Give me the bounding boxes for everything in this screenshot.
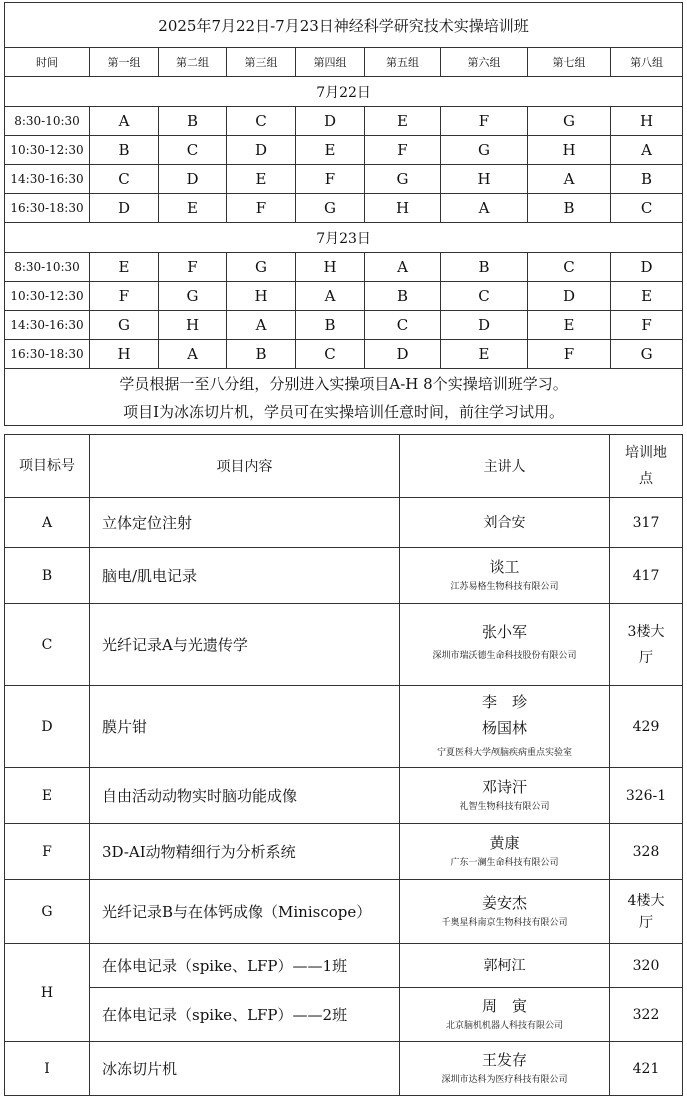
speaker-name: 王发存	[481, 1050, 527, 1069]
group-header: 第一组	[90, 48, 159, 77]
project-id: E	[5, 768, 90, 824]
group-project-cell: C	[159, 136, 227, 165]
group-project-cell: E	[227, 165, 296, 194]
time-slot: 8:30-10:30	[5, 107, 90, 136]
group-project-cell: G	[159, 282, 227, 311]
speaker-name: 张小军	[481, 622, 527, 641]
project-content: 自由活动动物实时脑功能成像	[90, 768, 400, 824]
group-project-cell: G	[611, 340, 683, 369]
table-row	[5, 282, 683, 311]
table-row	[5, 107, 683, 136]
table-row	[5, 824, 683, 880]
project-id: H	[5, 944, 90, 1042]
time-slot: 10:30-12:30	[5, 136, 90, 165]
project-speaker-cell	[400, 988, 610, 1042]
speaker-name: 邓诗汗	[481, 777, 527, 796]
table-row	[5, 988, 683, 1042]
group-project-cell: B	[90, 136, 159, 165]
group-project-cell: C	[365, 311, 441, 340]
table-row	[5, 880, 683, 944]
project-id: A	[5, 498, 90, 548]
group-project-cell: E	[365, 107, 441, 136]
table-row	[5, 165, 683, 194]
project-content: 在体电记录（spike、LFP）——1班	[90, 944, 400, 988]
speaker-name: 黄康	[489, 833, 520, 852]
project-speaker-cell	[400, 768, 610, 824]
group-project-cell: A	[441, 194, 528, 223]
group-project-cell: C	[441, 282, 528, 311]
group-project-cell: G	[365, 165, 441, 194]
group-project-cell: A	[159, 340, 227, 369]
note-line-2: 项目I为冰冻切片机，学员可在实操培训任意时间，前往学习试用。	[5, 397, 683, 426]
project-id: D	[5, 686, 90, 768]
table-row	[5, 136, 683, 165]
group-project-cell: E	[90, 253, 159, 282]
table-row	[5, 604, 683, 686]
group-header: 第五组	[365, 48, 441, 77]
speaker-name: 姜安杰	[481, 893, 527, 912]
project-content: 3D-AI动物精细行为分析系统	[90, 824, 400, 880]
table-row	[5, 548, 683, 604]
project-content: 光纤记录A与光遗传学	[90, 604, 400, 686]
speaker-header: 主讲人	[400, 435, 610, 498]
group-project-cell: F	[365, 136, 441, 165]
group-project-cell: D	[611, 253, 683, 282]
group-project-cell: D	[528, 282, 611, 311]
project-id: I	[5, 1042, 90, 1096]
group-project-cell: B	[365, 282, 441, 311]
project-location: 4楼大厅	[610, 880, 683, 944]
group-project-cell: F	[90, 282, 159, 311]
group-project-cell: A	[296, 282, 365, 311]
group-project-cell: G	[227, 253, 296, 282]
projects-table	[4, 434, 683, 1096]
group-project-cell: B	[528, 194, 611, 223]
project-speaker-cell	[400, 686, 610, 768]
project-location: 3楼大厅	[610, 604, 683, 686]
project-speaker-cell	[400, 548, 610, 604]
time-header: 时间	[5, 48, 90, 77]
table-row	[5, 340, 683, 369]
group-project-cell: E	[528, 311, 611, 340]
table-row	[5, 194, 683, 223]
project-speaker-cell	[400, 604, 610, 686]
group-project-cell: G	[528, 107, 611, 136]
group-project-cell: B	[441, 253, 528, 282]
project-content: 冰冻切片机	[90, 1042, 400, 1096]
group-project-cell: F	[441, 107, 528, 136]
project-speaker-cell	[400, 824, 610, 880]
group-project-cell: H	[441, 165, 528, 194]
project-id: G	[5, 880, 90, 944]
table-row	[5, 1042, 683, 1096]
table-row	[5, 253, 683, 282]
schedule-table	[4, 2, 683, 426]
group-project-cell: F	[159, 253, 227, 282]
group-project-cell: D	[159, 165, 227, 194]
schedule-title: 2025年7月22日-7月23日神经科学研究技术实操培训班	[5, 3, 683, 48]
group-project-cell: H	[611, 107, 683, 136]
time-slot: 16:30-18:30	[5, 340, 90, 369]
group-project-cell: C	[528, 253, 611, 282]
time-slot: 14:30-16:30	[5, 165, 90, 194]
day2-date: 7月23日	[5, 223, 683, 253]
group-project-cell: B	[296, 311, 365, 340]
note-line-1: 学员根据一至八分组，分别进入实操项目A-H 8个实操培训班学习。	[5, 369, 683, 398]
table-row	[5, 311, 683, 340]
group-project-cell: A	[611, 136, 683, 165]
group-project-cell: D	[296, 107, 365, 136]
speaker-company: 宁夏医科大学颅脑疾病重点实验室	[436, 747, 572, 758]
project-location: 322	[610, 988, 683, 1042]
group-project-cell: B	[159, 107, 227, 136]
project-id: F	[5, 824, 90, 880]
group-project-cell: F	[227, 194, 296, 223]
group-project-cell: A	[528, 165, 611, 194]
group-header: 第四组	[296, 48, 365, 77]
project-content: 光纤记录B与在体钙成像（Miniscope）	[90, 880, 400, 944]
speaker-name: 周 寅	[481, 996, 527, 1015]
project-location: 417	[610, 548, 683, 604]
group-project-cell: E	[159, 194, 227, 223]
project-location: 328	[610, 824, 683, 880]
group-project-cell: G	[296, 194, 365, 223]
project-content: 脑电/肌电记录	[90, 548, 400, 604]
group-project-cell: H	[227, 282, 296, 311]
group-project-cell: H	[90, 340, 159, 369]
group-project-cell: A	[90, 107, 159, 136]
table-row	[5, 944, 683, 988]
project-location: 429	[610, 686, 683, 768]
project-speaker-cell	[400, 1042, 610, 1096]
group-project-cell: C	[611, 194, 683, 223]
speaker-company: 礼智生物科技有限公司	[459, 801, 550, 812]
group-project-cell: C	[90, 165, 159, 194]
group-project-cell: D	[441, 311, 528, 340]
group-project-cell: G	[90, 311, 159, 340]
group-project-cell: F	[296, 165, 365, 194]
project-content: 膜片钳	[90, 686, 400, 768]
group-project-cell: E	[296, 136, 365, 165]
time-slot: 16:30-18:30	[5, 194, 90, 223]
project-id: B	[5, 548, 90, 604]
group-project-cell: F	[611, 311, 683, 340]
group-project-cell: H	[528, 136, 611, 165]
project-location: 326-1	[610, 768, 683, 824]
speaker-company: 北京脑机机器人科技有限公司	[445, 1020, 563, 1031]
schedule-header-row	[5, 48, 683, 77]
projects-header-row	[5, 435, 683, 498]
table-row	[5, 686, 683, 768]
speaker-company: 深圳市瑞沃德生命科技股份有限公司	[432, 650, 577, 661]
group-project-cell: D	[365, 340, 441, 369]
time-slot: 10:30-12:30	[5, 282, 90, 311]
project-speaker: 郭柯江	[400, 944, 610, 988]
table-row	[5, 768, 683, 824]
group-project-cell: H	[365, 194, 441, 223]
group-project-cell: C	[296, 340, 365, 369]
speaker-company: 深圳市达科为医疗科技有限公司	[441, 1074, 568, 1085]
project-content: 立体定位注射	[90, 498, 400, 548]
speaker-name: 谈工	[489, 557, 520, 576]
group-header: 第二组	[159, 48, 227, 77]
location-header: 培训地点	[610, 435, 683, 498]
project-speaker-cell	[400, 880, 610, 944]
time-slot: 14:30-16:30	[5, 311, 90, 340]
group-project-cell: B	[611, 165, 683, 194]
project-location: 317	[610, 498, 683, 548]
table-row	[5, 498, 683, 548]
project-location: 421	[610, 1042, 683, 1096]
group-project-cell: C	[227, 107, 296, 136]
group-header: 第八组	[611, 48, 683, 77]
group-project-cell: H	[296, 253, 365, 282]
group-project-cell: G	[441, 136, 528, 165]
content-header: 项目内容	[90, 435, 400, 498]
group-project-cell: D	[90, 194, 159, 223]
group-header: 第七组	[528, 48, 611, 77]
group-project-cell: A	[227, 311, 296, 340]
group-project-cell: A	[365, 253, 441, 282]
group-project-cell: H	[159, 311, 227, 340]
project-speaker: 刘合安	[400, 498, 610, 548]
time-slot: 8:30-10:30	[5, 253, 90, 282]
group-project-cell: E	[611, 282, 683, 311]
project-location: 320	[610, 944, 683, 988]
speaker-name-2: 杨国林	[481, 718, 527, 737]
speaker-name: 李 珍	[481, 692, 527, 711]
day1-date: 7月22日	[5, 77, 683, 107]
project-content: 在体电记录（spike、LFP）——2班	[90, 988, 400, 1042]
group-project-cell: D	[227, 136, 296, 165]
project-id: C	[5, 604, 90, 686]
speaker-company: 广东一澜生命科技有限公司	[450, 857, 559, 868]
group-header: 第三组	[227, 48, 296, 77]
group-project-cell: B	[227, 340, 296, 369]
group-project-cell: E	[441, 340, 528, 369]
speaker-company: 江苏易格生物科技有限公司	[450, 581, 559, 592]
group-header: 第六组	[441, 48, 528, 77]
id-header: 项目标号	[5, 435, 90, 498]
speaker-company: 千奥星科南京生物科技有限公司	[441, 917, 568, 928]
group-project-cell: F	[528, 340, 611, 369]
